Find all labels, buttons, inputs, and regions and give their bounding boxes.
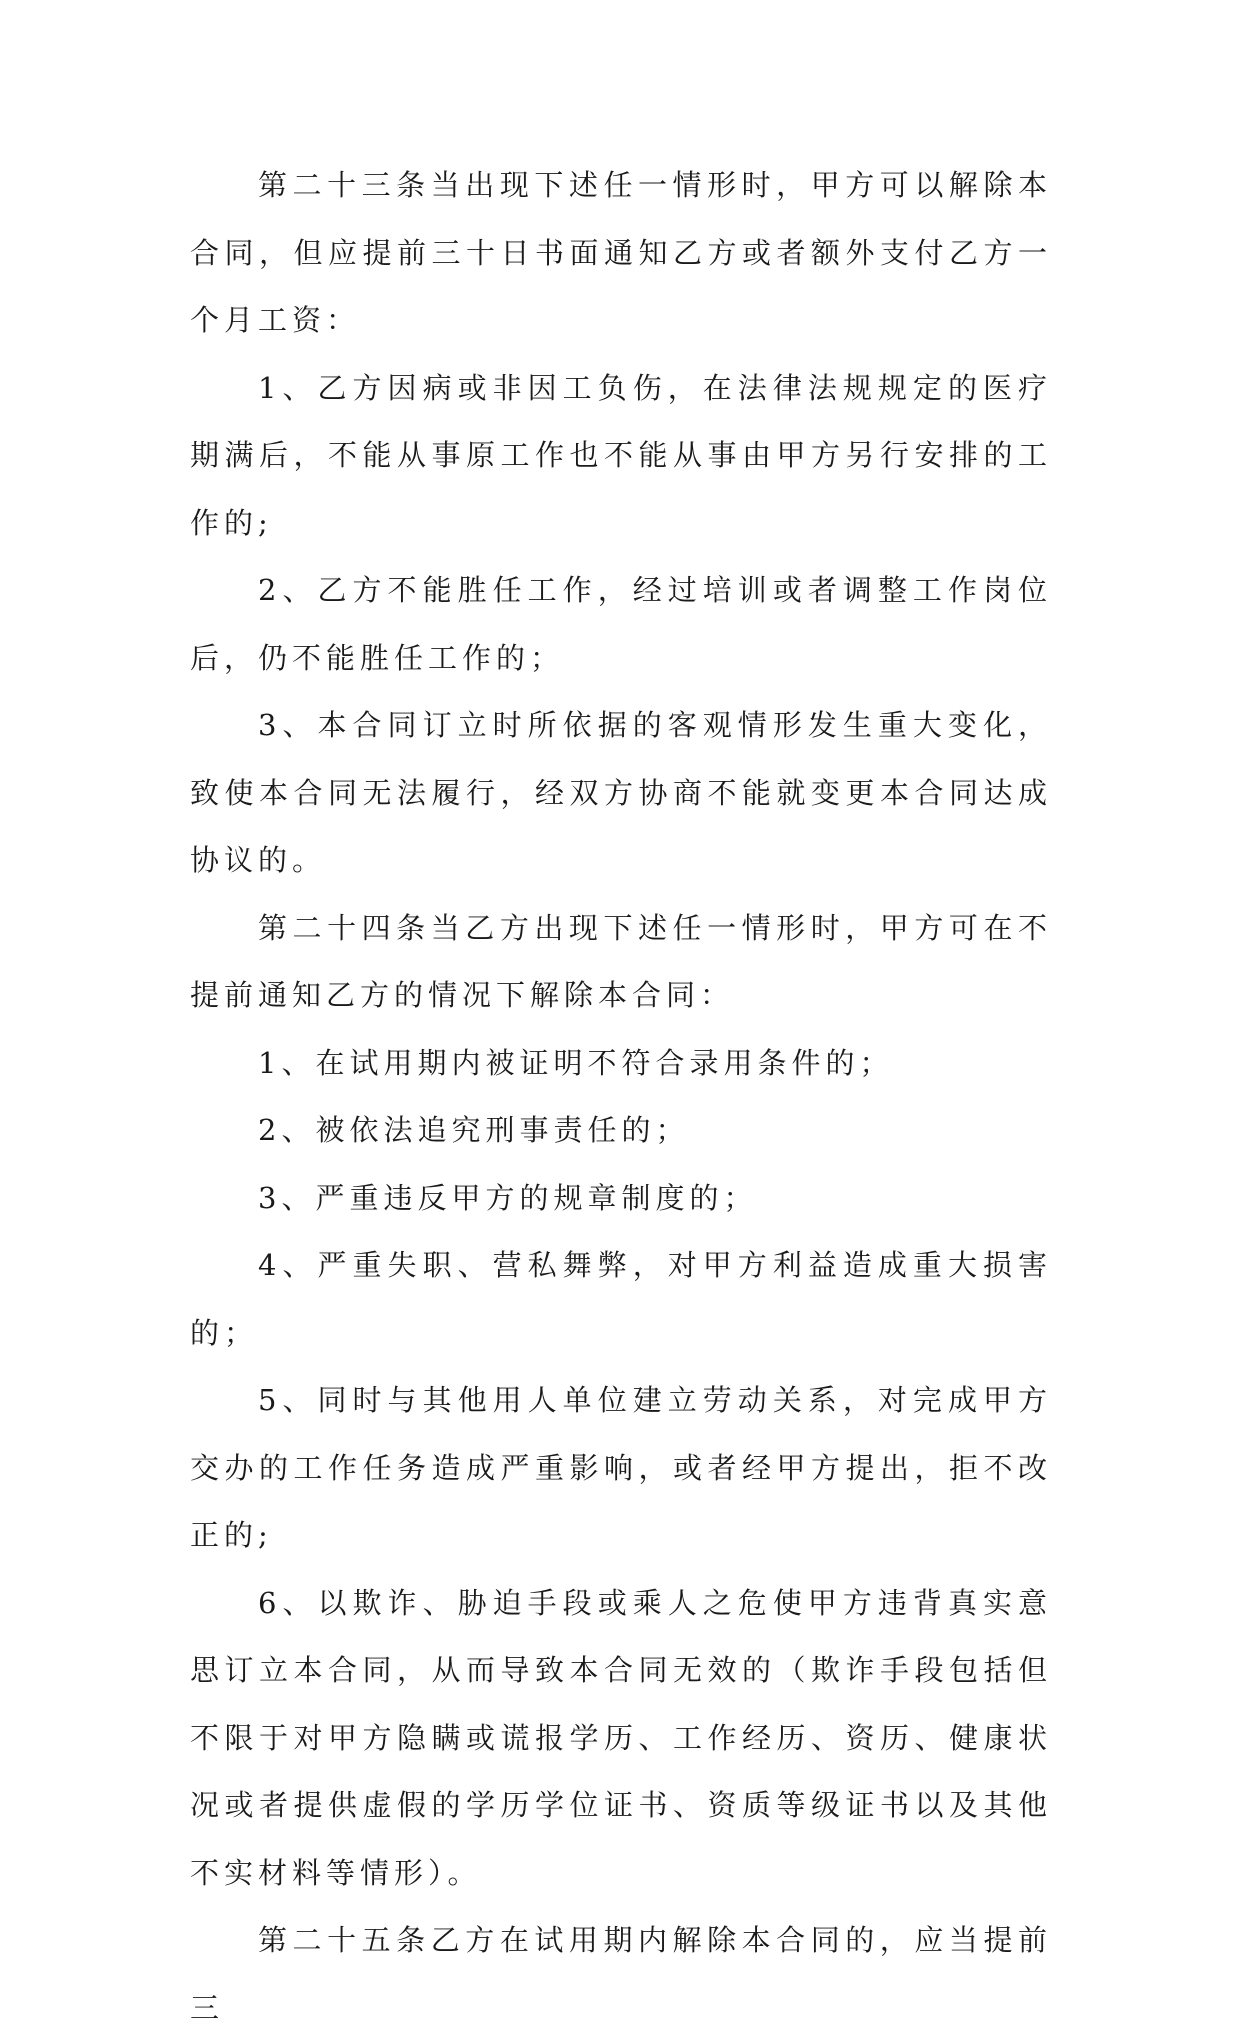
article-24-item-2: 2、被依法追究刑事责任的； [258, 1113, 690, 1147]
article-24-paragraph: 第二十四条当乙方出现下述任一情形时，甲方可在不提前通知乙方的情况下解除本合同： [190, 910, 1052, 1012]
article-24-item-4: 4、严重失职、营私舞弊，对甲方利益造成重大损害的； [190, 1248, 1052, 1350]
article-23-paragraph: 第二十三条当出现下述任一情形时，甲方可以解除本合同，但应提前三十日书面通知乙方或者额外支付乙方一个月工资： [190, 168, 1052, 337]
article-23-item-2: 2、乙方不能胜任工作，经过培训或者调整工作岗位后，仍不能胜任工作的； [190, 573, 1052, 675]
article-23-item-1: 1、乙方因病或非因工负伤，在法律法规规定的医疗期满后，不能从事原工作也不能从事由甲方另行安排的工作的; [190, 370, 1052, 540]
article-24-item-1: 1、在试用期内被证明不符合录用条件的； [258, 1045, 894, 1080]
article-25-paragraph: 第二十五条乙方在试用期内解除本合同的，应当提前三 [190, 1923, 1052, 2025]
article-24-item-5: 5、同时与其他用人单位建立劳动关系，对完成甲方交办的工作任务造成严重影响，或者经甲方提出，拒不改正的; [190, 1383, 1052, 1552]
article-24-item-3: 3、严重违反甲方的规章制度的； [258, 1180, 758, 1215]
article-23-item-3: 3、本合同订立时所依据的客观情形发生重大变化，致使本合同无法履行，经双方协商不能就变更本合同达成协议的。 [190, 708, 1052, 877]
article-24-item-6: 6、以欺诈、胁迫手段或乘人之危使甲方违背真实意思订立本合同，从而导致本合同无效的（欺诈手段包括但不限于对甲方隐瞒或谎报学历、工作经历、资历、健康状况或者提供虚假的学历学位证书、资质等级证书以及其他不实材料等情形）。 [190, 1585, 1052, 1890]
document-body [190, 152, 1052, 2042]
